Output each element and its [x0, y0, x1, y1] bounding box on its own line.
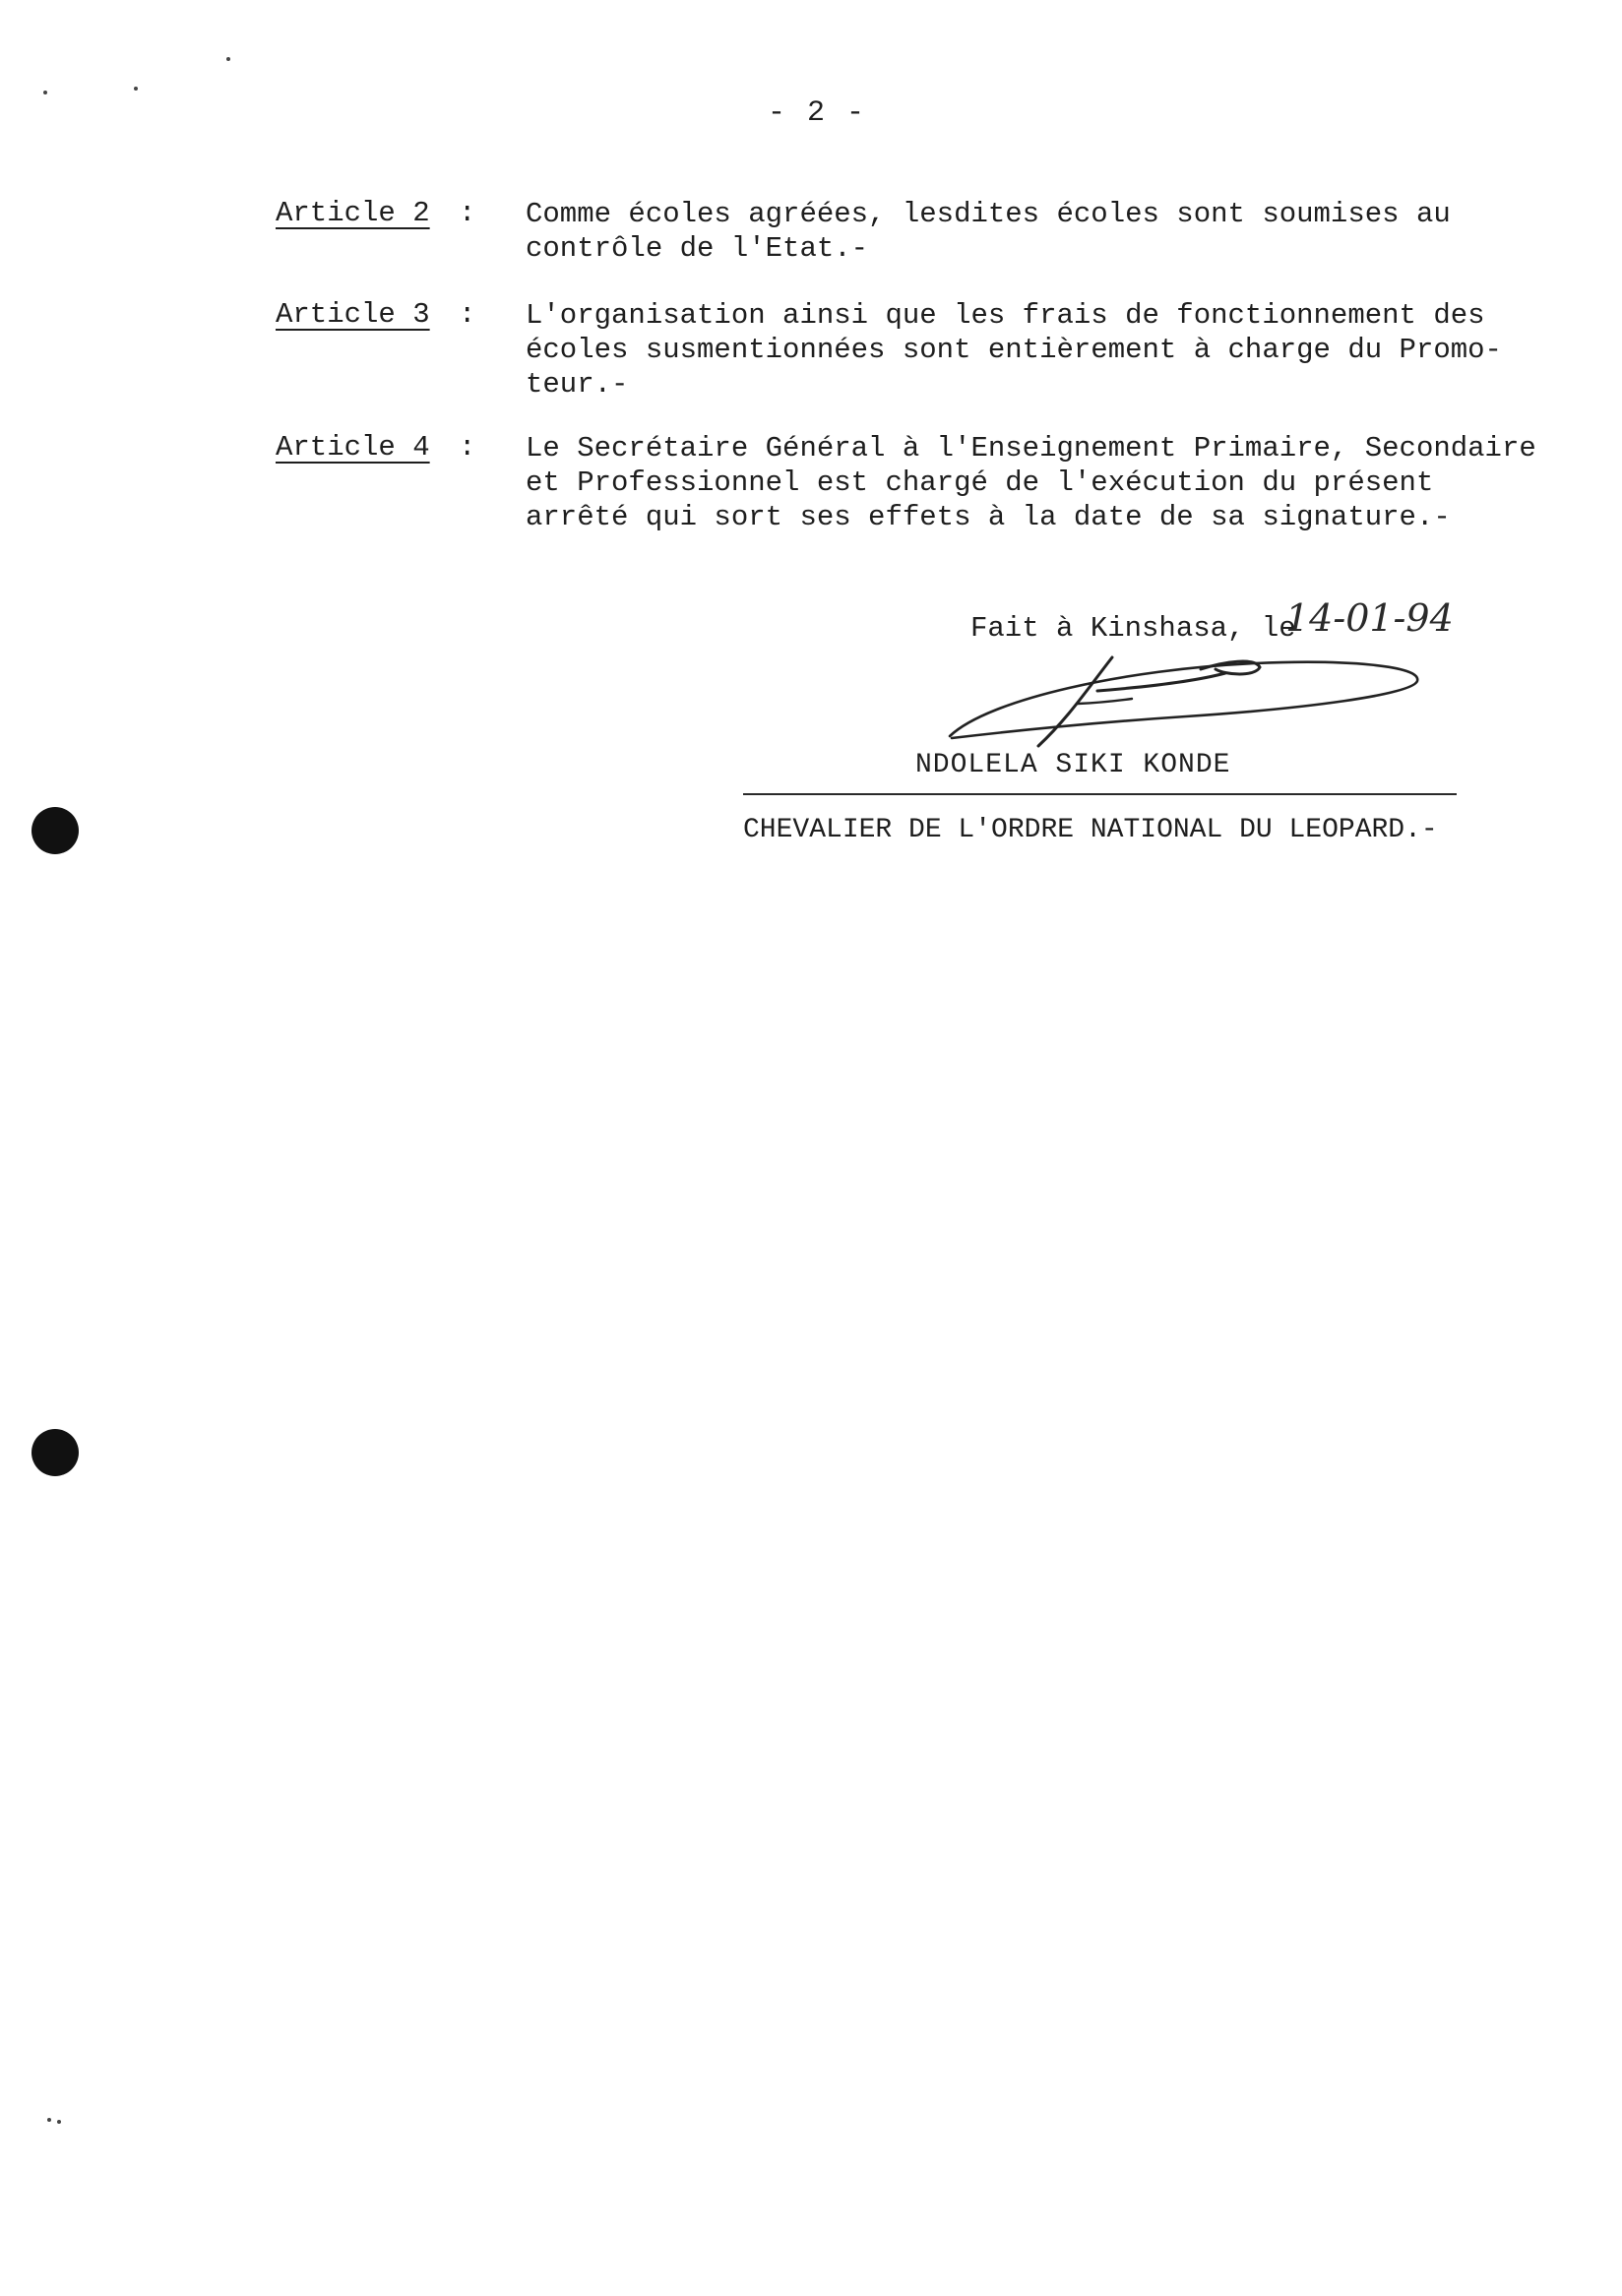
article-colon: : [459, 197, 476, 229]
article-label [276, 298, 476, 331]
scan-speck [57, 2120, 61, 2124]
article-colon: : [459, 298, 476, 331]
article-body: Comme écoles agréées, lesdites écoles sont soumises au contrôle de l'Etat.- [526, 198, 1451, 265]
article-label-text: Article 4 [276, 431, 430, 464]
article-label-text: Article 2 [276, 197, 430, 229]
signature-mark [930, 630, 1442, 758]
scan-speck [134, 87, 138, 91]
article-label [276, 197, 476, 229]
signature-rule [743, 793, 1457, 795]
scan-speck [47, 2118, 51, 2122]
article-colon: : [459, 431, 476, 464]
scan-speck [226, 57, 230, 61]
article-label [276, 431, 476, 464]
scan-speck [43, 91, 47, 94]
handwritten-date: 14-01-94 [1285, 596, 1454, 640]
signatory-title: CHEVALIER DE L'ORDRE NATIONAL DU LEOPARD.- [743, 815, 1438, 845]
article-body: L'organisation ainsi que les frais de fonctionnement des écoles susmentionnées sont entièrement à charge du Promo- teur.- [526, 299, 1502, 401]
punch-hole-top [31, 807, 79, 854]
place-prefix: Fait à Kinshasa, le [970, 612, 1296, 645]
page-number: - 2 - [768, 96, 867, 130]
article-label-text: Article 3 [276, 298, 430, 331]
signatory-name: NDOLELA SIKI KONDE [915, 750, 1231, 780]
punch-hole-bottom [31, 1429, 79, 1476]
article-body: Le Secrétaire Général à l'Enseignement Primaire, Secondaire et Professionnel est chargé de l'exécution du présent arrêté qui sort ses effets à la date de sa signature.- [526, 432, 1536, 533]
